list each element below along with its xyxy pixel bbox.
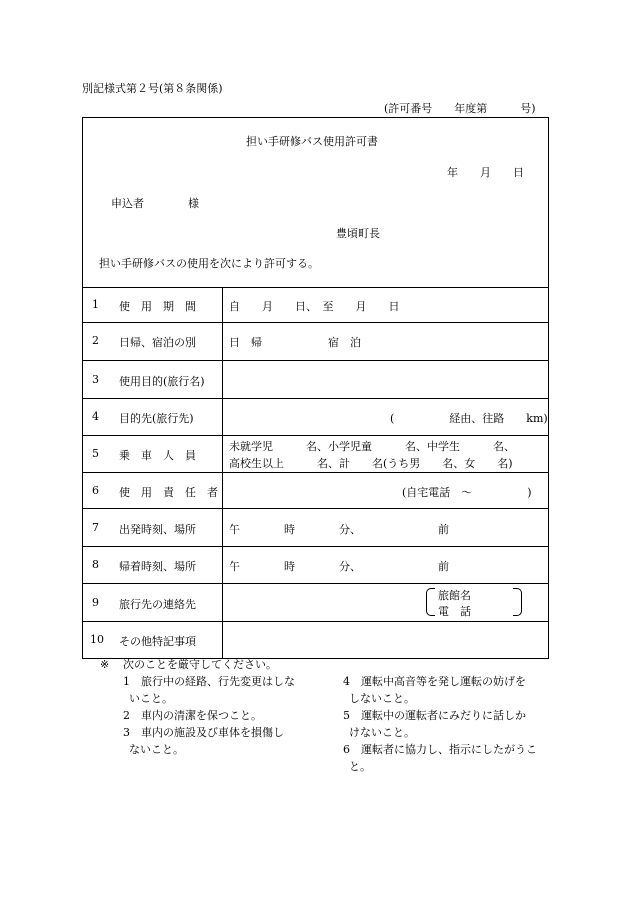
row-divider	[83, 546, 548, 547]
permit-number: (許可番号 年度第 号)	[384, 102, 536, 115]
row-value: 自 月 日、 至 月 日	[229, 300, 400, 313]
note-item: 2 車内の清潔を保つこと。	[123, 709, 262, 722]
row-divider	[83, 583, 548, 584]
row-label: 使用目的(旅行名)	[119, 375, 205, 388]
bracket-right	[513, 588, 522, 616]
note-item: 1 旅行中の経路、行先変更はしな	[123, 675, 295, 688]
note-item: ないこと。	[129, 743, 184, 756]
note-item: 5 運転中の運転者にみだりに話しか	[343, 709, 526, 722]
note-item: しないこと。	[349, 692, 415, 705]
note-item: と。	[349, 760, 371, 773]
row-divider	[83, 508, 548, 509]
note-item: 6 運転者に協力し、指示にしたがうこ	[343, 743, 537, 756]
row-label: 出発時刻、場所	[119, 523, 196, 536]
row-number: 9	[92, 596, 99, 609]
inn-name-label: 旅館名	[438, 589, 471, 602]
row-label: 使 用 期 間	[119, 300, 196, 313]
row-number: 3	[92, 373, 99, 386]
row-number: 6	[92, 484, 99, 497]
issue-date: 年 月 日	[447, 166, 524, 179]
row-label: 乗 車 人 員	[119, 449, 196, 462]
row-value-line1: 未就学児 名、小学児童 名、中学生 名、	[229, 440, 515, 453]
row-value: 午 時 分、	[229, 560, 361, 573]
row-divider	[83, 398, 548, 399]
row-value-place: 前	[438, 560, 449, 573]
row-value: 午 時 分、	[229, 523, 361, 536]
row-value: ( 経由、往路 km)	[390, 412, 548, 425]
note-item: 4 運転中高音等を発し運転の妨げを	[343, 675, 526, 688]
note-item: 3 車内の施設及び車体を損傷し	[123, 726, 284, 739]
row-number: 4	[92, 410, 99, 423]
row-label: 旅行先の連絡先	[119, 598, 196, 611]
row-value: 日 帰 宿 泊	[229, 336, 361, 349]
row-number: 10	[90, 633, 104, 646]
row-label: 目的先(旅行先)	[119, 412, 194, 425]
form-title: 担い手研修バス使用許可書	[246, 135, 378, 148]
phone-label: 電 話	[438, 605, 471, 618]
note-item: いこと。	[129, 692, 173, 705]
note-item: けないこと。	[349, 726, 415, 739]
row-label: 日帰、宿泊の別	[119, 336, 196, 349]
row-number: 7	[92, 521, 99, 534]
applicant-line: 申込者 様	[111, 197, 199, 210]
row-divider	[83, 360, 548, 361]
row-value-line2: 高校生以上 名、計 名(うち男 名、女 名)	[229, 457, 513, 470]
notes-heading: 次のことを厳守してください。	[123, 658, 277, 671]
form-reference: 別記様式第２号(第８条関係)	[82, 82, 223, 95]
column-divider	[222, 287, 223, 659]
note-mark: ※	[100, 658, 110, 671]
row-value-place: 前	[438, 523, 449, 536]
permit-form	[82, 117, 549, 659]
permit-statement: 担い手研修バスの使用を次により許可する。	[99, 257, 319, 270]
row-value: (自宅電話 ～ )	[402, 486, 532, 499]
row-divider	[83, 472, 548, 473]
row-label: 帰着時刻、場所	[119, 560, 196, 573]
row-divider	[83, 322, 548, 323]
row-divider	[83, 621, 548, 622]
row-number: 2	[92, 334, 99, 347]
row-label: 使 用 責 任 者	[119, 486, 218, 499]
row-divider	[83, 287, 548, 288]
row-label: その他特記事項	[119, 635, 196, 648]
row-number: 1	[92, 298, 99, 311]
row-divider	[83, 435, 548, 436]
issuer-name: 豊頃町長	[336, 227, 380, 240]
row-number: 5	[92, 447, 99, 460]
bracket-left	[426, 588, 435, 616]
row-number: 8	[92, 558, 99, 571]
